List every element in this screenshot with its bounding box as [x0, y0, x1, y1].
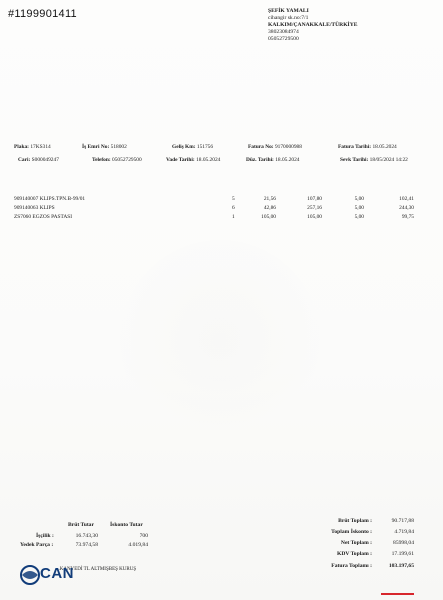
yedek-parca-iskonto: 4.019,84	[128, 542, 148, 548]
toplam-iskonto-value: 4.719,84	[394, 529, 414, 535]
line-total: 105,00	[307, 214, 322, 220]
line-net: 99,75	[401, 214, 414, 220]
cari-field: Cari: S000049247	[18, 157, 59, 163]
brut-toplam-label: Brüt Toplam :	[338, 518, 372, 524]
line-rate: 5,00	[354, 214, 364, 220]
line-description: 909140007 KLIPS.TPN.B-99/01	[14, 196, 86, 202]
fatura-toplami-value: 103.197,65	[388, 563, 414, 569]
table-row	[14, 214, 72, 220]
sevk-tarihi-field: Sevk Tarihi: 18/05/2024 14:22	[340, 157, 408, 163]
duz-tarihi-field: Düz. Tarihi: 18.05.2024	[246, 157, 300, 163]
brut-tutar-header: Brüt Tutar	[68, 522, 94, 528]
kdv-toplam-label: KDV Toplam :	[336, 551, 372, 557]
toplam-iskonto-label: Toplam İskonto :	[331, 529, 372, 535]
customer-name: ŞEFİK YAMALI	[268, 8, 309, 14]
telefon-field: Telefon: 05052729500	[92, 157, 142, 163]
plaka-field: Plaka: 17KS314	[14, 144, 51, 150]
background-watermark	[120, 240, 320, 440]
customer-phone: 05052729500	[268, 35, 299, 42]
fatura-toplami-label: Fatura Toplamı :	[331, 563, 372, 569]
line-description: 909140063 KLIPS	[14, 205, 55, 211]
iscilik-iskonto: 700	[139, 533, 148, 539]
brut-toplam-value: 90.717,88	[391, 518, 414, 524]
customer-block	[268, 8, 358, 43]
fatura-no-field: Fatura No: 9170000988	[248, 144, 302, 150]
fatura-tarihi-field: Fatura Tarihi: 18.05.2024	[338, 144, 397, 150]
line-net: 102,41	[399, 196, 414, 202]
line-unit-price: 21,56	[263, 196, 276, 202]
customer-tax-no: 38023084974	[268, 28, 299, 35]
gelis-km-field: Geliş Km: 151756	[172, 144, 214, 150]
table-row	[14, 196, 85, 202]
customer-address-1: cihangir sk.no:7/1	[268, 14, 309, 21]
line-unit-price: 105,00	[261, 214, 276, 220]
customer-address-2: KALKIM/ÇANAKKALE/TÜRKİYE	[268, 21, 358, 28]
iskonto-tutar-header: İskonto Tutar	[110, 522, 143, 528]
total-underline	[381, 593, 414, 595]
line-rate: 5,00	[354, 205, 364, 211]
iscilik-brut: 16.743,30	[75, 533, 98, 539]
line-qty: 1	[232, 214, 235, 220]
kdv-toplam-value: 17.199,61	[391, 551, 414, 557]
document-id: #1199901411	[8, 8, 77, 20]
line-rate: 5,00	[354, 196, 364, 202]
line-qty: 6	[232, 205, 235, 211]
line-total: 107,80	[307, 196, 322, 202]
yedek-parca-brut: 73.974,58	[75, 542, 98, 548]
yedek-parca-label: Yedek Parça :	[20, 542, 54, 548]
table-row	[14, 205, 55, 211]
logo-text: CAN	[40, 565, 74, 582]
line-total: 257,16	[307, 205, 322, 211]
vade-tarihi-field: Vade Tarihi: 18.05.2024	[166, 157, 221, 163]
is-emri-field: İş Emri No: 518002	[82, 144, 127, 150]
net-toplam-label: Net Toplam :	[340, 540, 372, 546]
line-qty: 5	[232, 196, 235, 202]
net-toplam-value: 85998,04	[393, 540, 414, 546]
amount-in-words: ...KANYEDİ TL ALTMIŞBEŞ KURUŞ	[56, 567, 137, 572]
line-unit-price: 42,86	[263, 205, 276, 211]
line-description: ZS7060 EGZOS PASTASI	[14, 214, 73, 220]
iscilik-label: İşçilik :	[36, 533, 54, 539]
line-net: 244,30	[399, 205, 414, 211]
